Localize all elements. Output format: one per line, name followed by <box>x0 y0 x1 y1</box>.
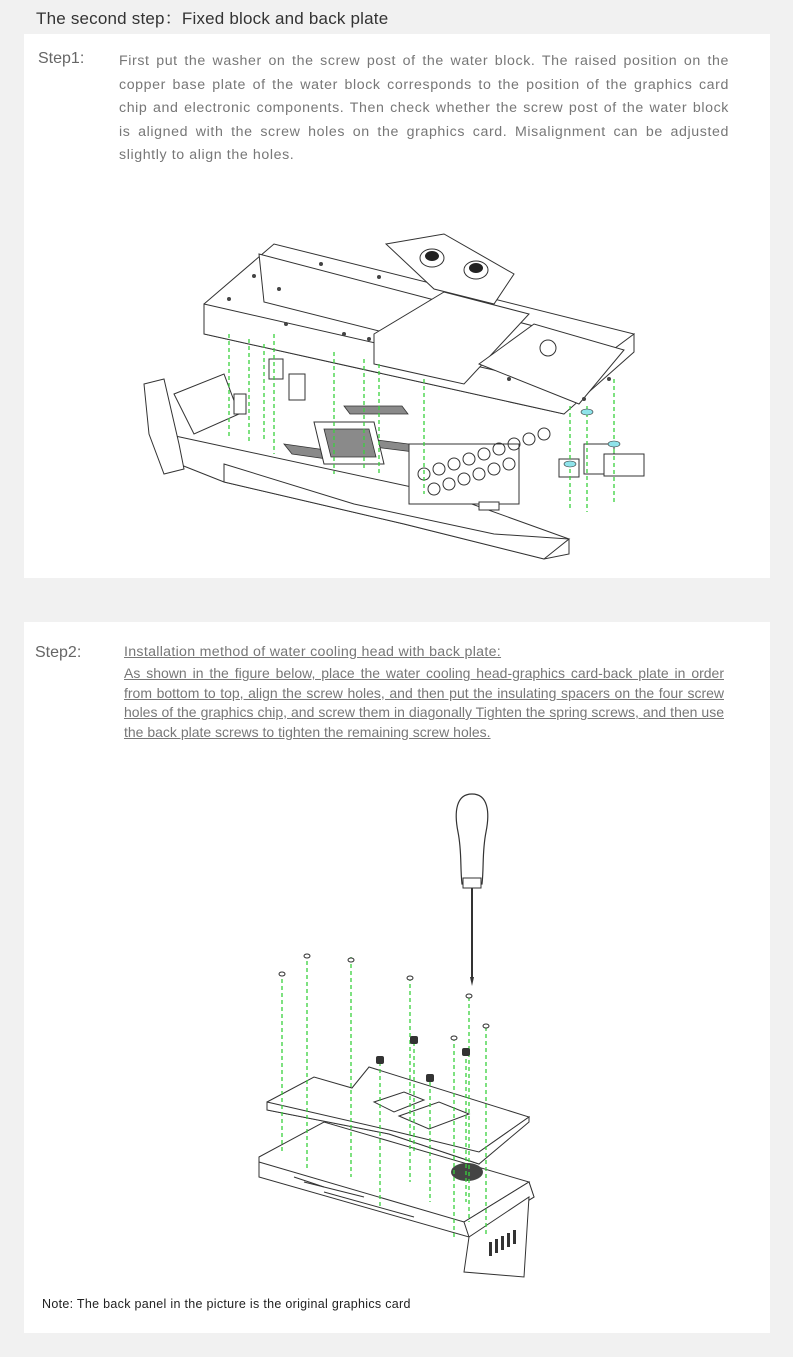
note-text: Note: The back panel in the picture is the original graphics card <box>42 1297 411 1311</box>
step2-card <box>24 622 770 1333</box>
water-block-drawing <box>204 234 634 414</box>
section-title: The second step：Fixed block and back plate <box>36 9 389 28</box>
backplate-illustration <box>24 622 770 1333</box>
screwdriver-icon <box>456 794 488 986</box>
step2-text: As shown in the figure below, place the water cooling head-graphics card-back plate in order from bottom to top, align the screw holes, and then put the insulating spacers on the four screw holes of the graphics chip, and screw them in diagonally Tighten the spring screws, and then use the back plate screws to tighten the remaining screw holes. <box>124 665 724 740</box>
step1-label: Step1: <box>38 50 85 67</box>
step2-label: Step2: <box>35 644 82 661</box>
step1-card <box>24 34 770 578</box>
screw-icons <box>279 954 489 1040</box>
step1-text: First put the washer on the screw post of the water block. The raised position on the copper base plate of the water block corresponds to the position of the graphics card chip and electronic components. Then check whether the screw post of the water block is aligned with the screw holes on the graphics card. Misalignment can be adjusted slightly to align the holes. <box>119 53 729 163</box>
water-block-illustration <box>24 34 770 578</box>
step2-title: Installation method of water cooling head with back plate: <box>124 644 502 660</box>
